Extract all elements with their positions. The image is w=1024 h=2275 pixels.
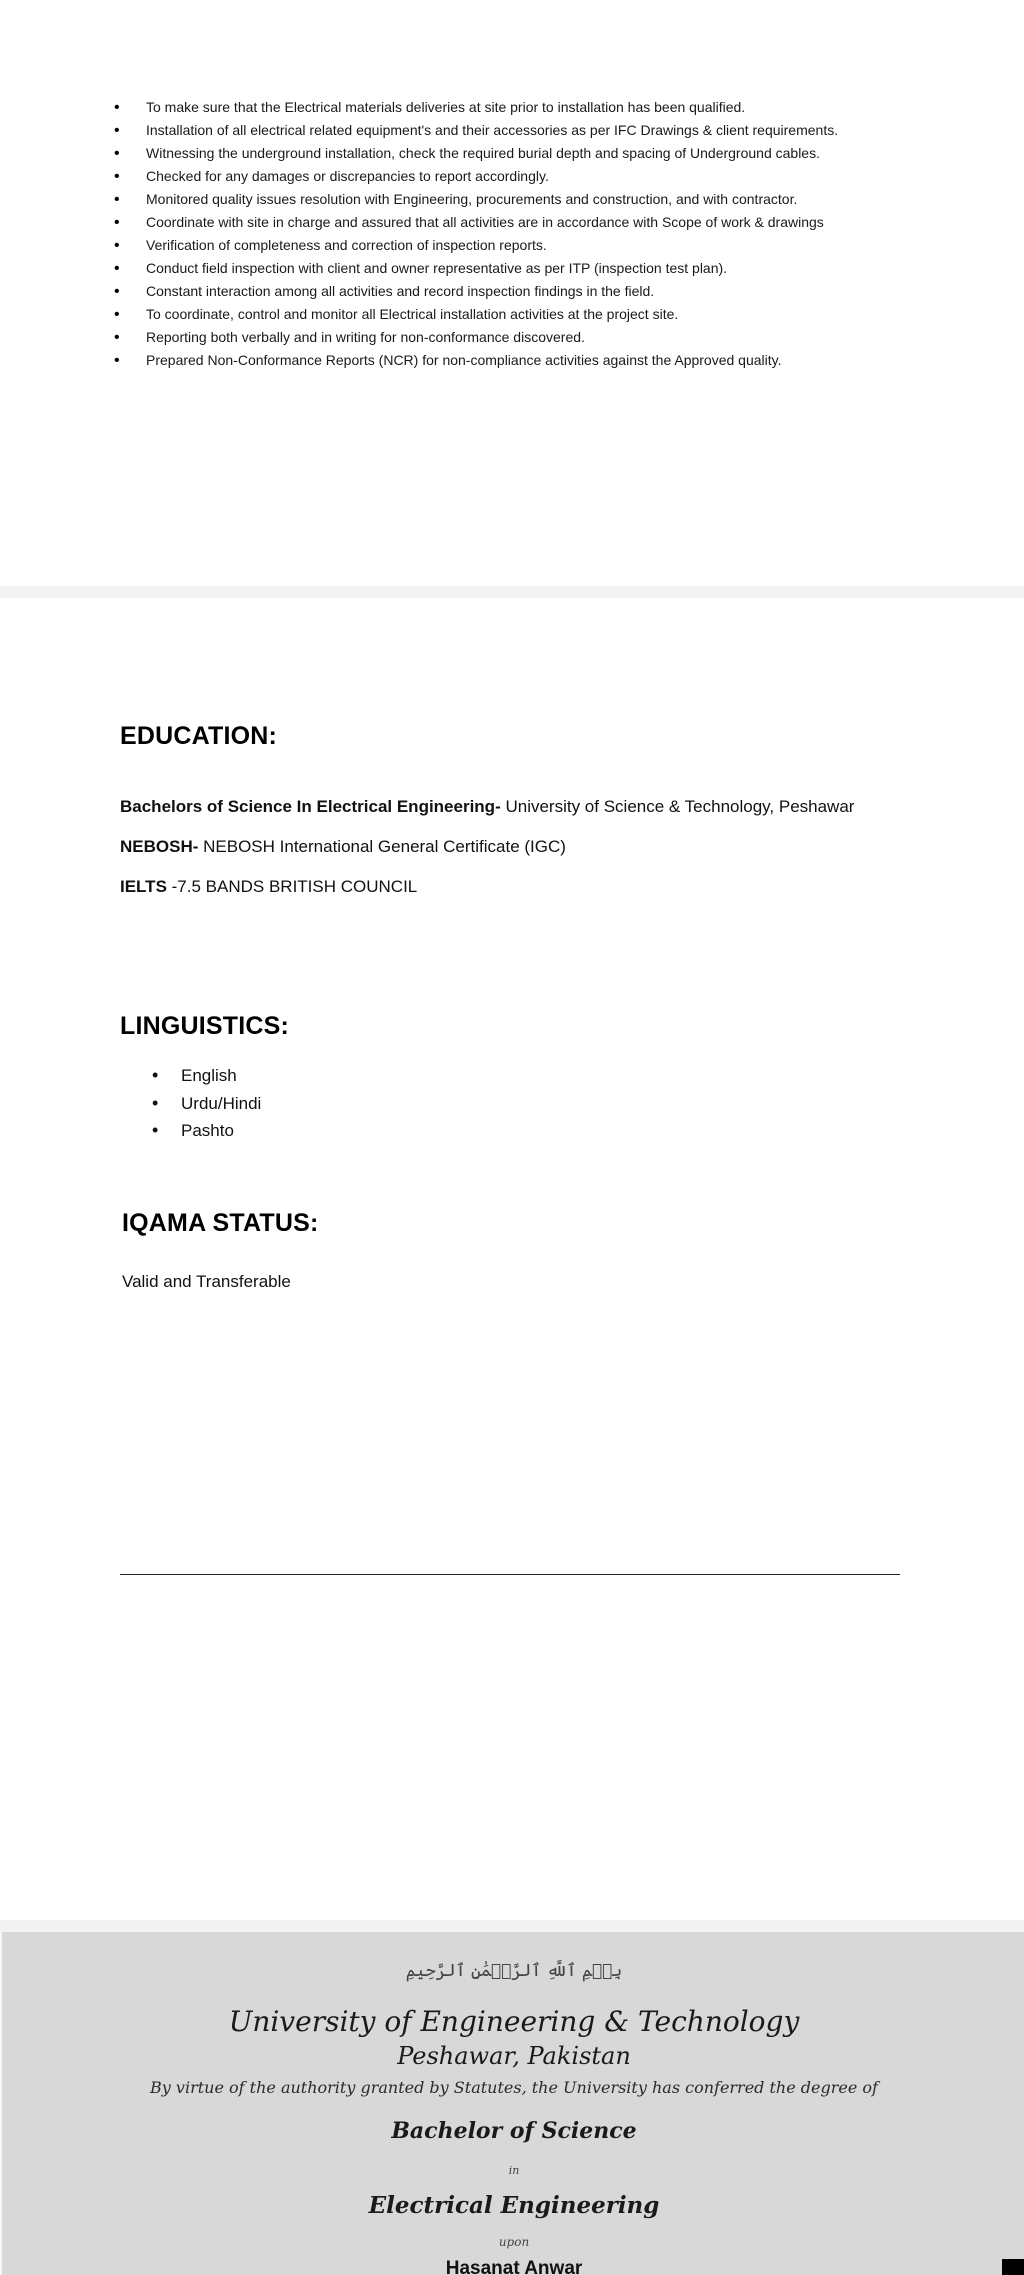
degree-value: University of Science & Technology, Peshawar [500,797,855,816]
education-degree-line [120,797,854,817]
iqama-heading: IQAMA STATUS: [122,1209,319,1237]
education-nebosh-line [120,837,566,857]
divider [120,1574,900,1575]
list-item: • Coordinate with site in charge and assured that all activities are in accordance with Scope of work & drawings [114,213,874,233]
list-item: • To coordinate, control and monitor all Electrical installation activities at the project site. [114,305,874,325]
languages-list [152,1062,261,1145]
list-item: • English [152,1062,261,1090]
list-item: • Verification of completeness and correction of inspection reports. [114,236,874,256]
degree-label: Bachelors of Science In Electrical Engineering- [120,797,501,816]
education-heading: EDUCATION: [120,722,278,750]
in-word: in [508,2164,520,2177]
bismillah-text: بِسۡمِ ٱللَّهِ ٱلرَّحۡمَٰنِ ٱلرَّحِيمِ [405,1961,623,1981]
corner-mark [1002,2259,1024,2275]
nebosh-value: NEBOSH International General Certificate (IGC) [198,837,566,856]
list-item: • Reporting both verbally and in writing for non-conformance discovered. [114,328,874,348]
list-item: • Conduct field inspection with client and owner representative as per ITP (inspection test plan). [114,259,874,279]
degree-field: Electrical Engineering [368,2192,660,2219]
list-item: • Witnessing the underground installation, check the required burial depth and spacing of Underground cables. [114,144,874,164]
list-item: • Checked for any damages or discrepancies to report accordingly. [114,167,874,187]
upon-word: upon [498,2235,530,2249]
conferred-text: By virtue of the authority granted by Statutes, the University has conferred the degree of [150,2078,878,2097]
list-item: • Constant interaction among all activities and record inspection findings in the field. [114,282,874,302]
list-item: • To make sure that the Electrical materials deliveries at site prior to installation has been qualified. [114,98,874,118]
degree-title: Bachelor of Science [391,2118,637,2144]
list-item: • Prepared Non-Conformance Reports (NCR) for non-compliance activities against the Approved quality. [114,351,874,371]
duties-list [114,98,874,374]
list-item: • Installation of all electrical related equipment's and their accessories as per IFC Drawings & client requirements. [114,121,874,141]
degree-certificate [0,1932,1024,2275]
recipient-name: Hasanat Anwar [445,2258,583,2275]
university-name: University of Engineering & Technology [228,2005,800,2038]
nebosh-label: NEBOSH- [120,837,199,856]
list-item: • Urdu/Hindi [152,1090,261,1118]
education-ielts-line [120,877,417,897]
ielts-value: -7.5 BANDS BRITISH COUNCIL [166,877,418,896]
linguistics-heading: LINGUISTICS: [120,1012,290,1040]
certificate-content [2,1932,1024,2275]
iqama-status: Valid and Transferable [122,1272,291,1291]
list-item: • Monitored quality issues resolution with Engineering, procurements and construction, and with contractor. [114,190,874,210]
university-location: Peshawar, Pakistan [397,2042,631,2070]
ielts-label: IELTS [120,877,167,896]
list-item: • Pashto [152,1117,261,1145]
document-page-2 [0,598,1024,1920]
document-page-1 [0,0,1024,586]
